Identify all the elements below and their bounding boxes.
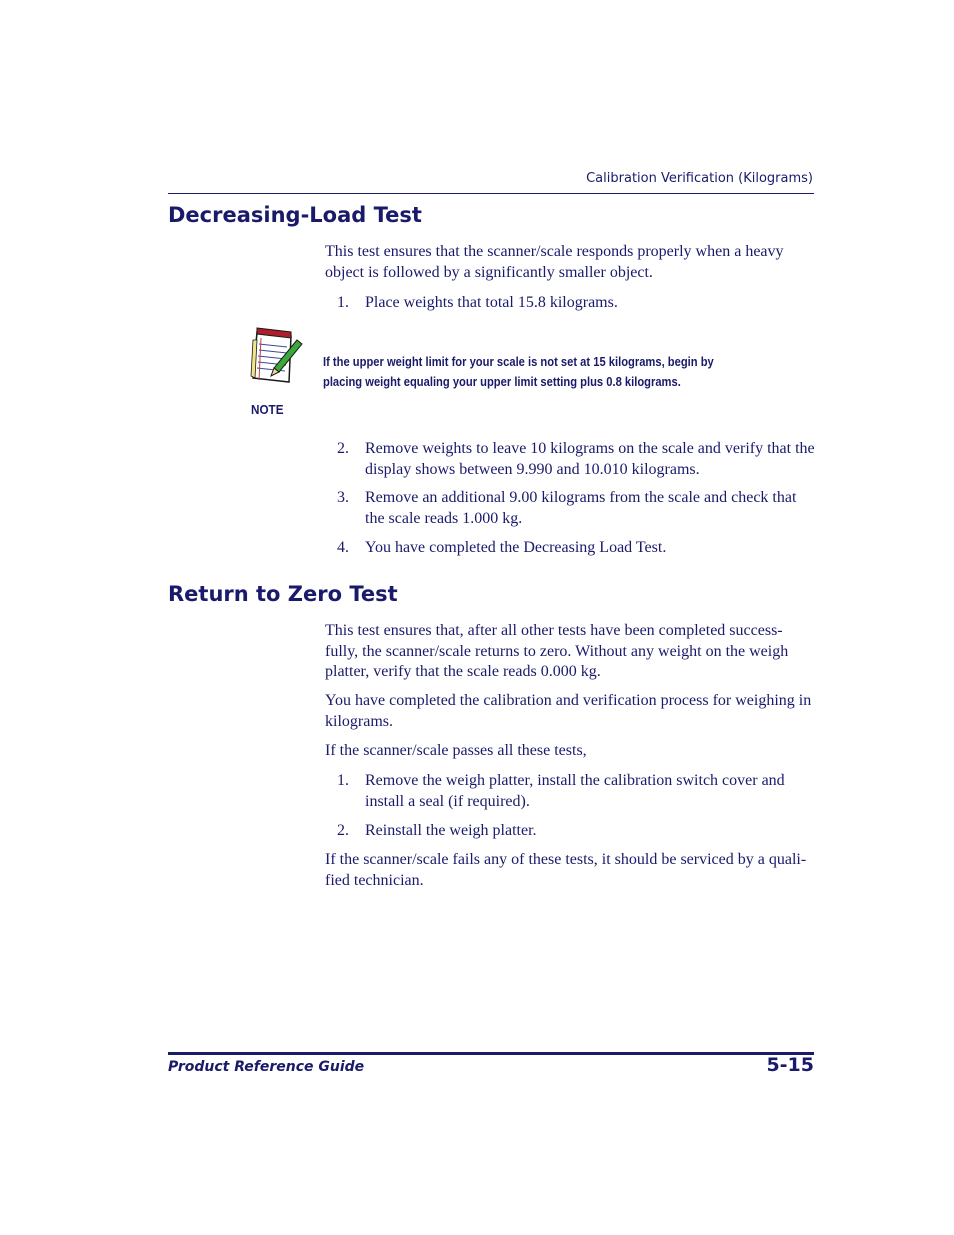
- footer-rule: [168, 1052, 814, 1055]
- list-number: 1.: [337, 772, 349, 789]
- list-item: [337, 538, 815, 559]
- list-text: Remove the weigh platter, install the calibration switch cover and install a seal (if required).: [365, 772, 785, 810]
- zero-paragraph: If the scanner/scale passes all these tests,: [325, 742, 587, 759]
- list-text: Remove an additional 9.00 kilograms from the scale and check that the scale reads 1.000 kg.: [365, 489, 797, 527]
- list-text: Remove weights to leave 10 kilograms on the scale and verify that the display shows between 9.990 and 10.010 kilograms.: [365, 440, 815, 478]
- list-number: 2.: [337, 822, 349, 839]
- list-text: You have completed the Decreasing Load Test.: [365, 539, 667, 556]
- list-number: 4.: [337, 539, 349, 556]
- note-text: [323, 352, 805, 391]
- note-line: placing weight equaling your upper limit setting plus 0.8 kilograms.: [323, 373, 681, 389]
- heading-decreasing-load-test: Decreasing-Load Test: [168, 203, 422, 227]
- zero-paragraph: You have completed the calibration and verification process for weighing in kilograms.: [325, 692, 812, 730]
- list-item: [337, 439, 815, 480]
- list-number: 3.: [337, 489, 349, 506]
- heading-return-to-zero-test: Return to Zero Test: [168, 582, 398, 606]
- list-number: 1.: [337, 294, 349, 311]
- running-header: Calibration Verification (Kilograms): [586, 171, 813, 186]
- list-item: [337, 771, 815, 812]
- zero-paragraph: This test ensures that, after all other tests have been completed success-fully, the scanner/scale returns to zero. Without any weight on the weigh platter, verify that the scale reads 0.000 kg.: [325, 622, 789, 680]
- notepad-pencil-icon: [249, 326, 305, 389]
- zero-paragraph: If the scanner/scale fails any of these tests, it should be serviced by a quali-fied technician.: [325, 851, 807, 889]
- list-text: Place weights that total 15.8 kilograms.: [365, 294, 618, 311]
- decreasing-intro-paragraph: This test ensures that the scanner/scale responds properly when a heavy object is followed by a significantly smaller object.: [325, 243, 784, 281]
- list-text: Reinstall the weigh platter.: [365, 822, 537, 839]
- footer-title: Product Reference Guide: [168, 1059, 365, 1075]
- header-rule: [168, 193, 814, 194]
- note-label: NOTE: [251, 402, 284, 417]
- list-item: [337, 293, 815, 314]
- list-number: 2.: [337, 440, 349, 457]
- note-line: If the upper weight limit for your scale is not set at 15 kilograms, begin by: [323, 354, 714, 369]
- page-number: 5-15: [766, 1054, 814, 1076]
- list-item: [337, 821, 815, 842]
- list-item: [337, 488, 815, 529]
